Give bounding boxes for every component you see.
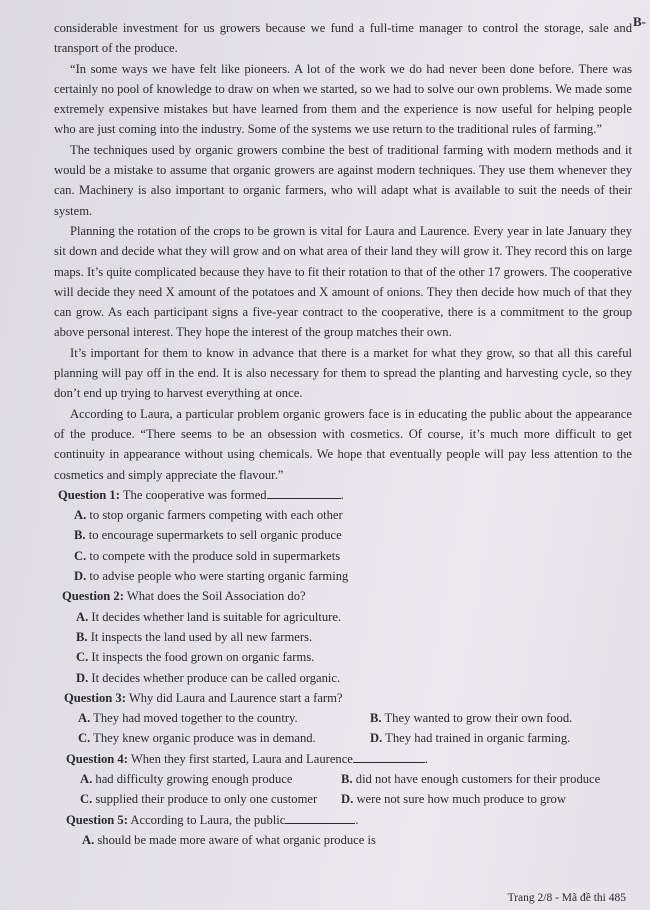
paragraph: According to Laura, a particular problem organic growers face is in educating the public about the appearance of the produce. “There seems to be an obsession with cosmetics. Of course, it’s much more difficult to get continuity in appearance without using chemicals. We hope that eventually people will pay less attention to the cosmetics and simply appreciate the flavour.”: [54, 406, 632, 482]
answer-blank: [285, 811, 355, 824]
paragraph: “In some ways we have felt like pioneers. A lot of the work we do had never been done before. There was certainly no pool of knowledge to draw on when we started, so we had to solve our own problems. We made some extremely expensive mistakes but have learned from them and the experience is now useful for helping people who are just coming into the industry. Some of the systems we use return to the traditional rules of farming.”: [54, 61, 632, 137]
question-3: [64, 688, 632, 708]
question-2: [62, 586, 632, 606]
options-row: [80, 769, 632, 789]
question-stem: Why did Laura and Laurence start a farm?: [128, 690, 343, 705]
question-stem: The cooperative was formed: [122, 487, 267, 502]
corner-mark: B-: [633, 14, 646, 29]
option-c: C. supplied their produce to only one customer: [80, 792, 318, 807]
question-label: Question 2:: [62, 589, 124, 604]
option-c: C. It inspects the food grown on organic farms.: [76, 650, 315, 665]
reading-passage: [54, 18, 632, 850]
option-d: D. They had trained in organic farming.: [370, 731, 571, 746]
question-label: Question 5:: [66, 812, 128, 827]
option-d: D. to advise people who were starting organic farming: [74, 569, 349, 584]
option-d: D. It decides whether produce can be called organic.: [76, 670, 341, 685]
option-b: B. to encourage supermarkets to sell organic produce: [74, 528, 342, 543]
question-stem: What does the Soil Association do?: [126, 589, 306, 604]
options-row: [80, 789, 632, 809]
option-a: A. had difficulty growing enough produce: [80, 771, 293, 786]
option-a: A. They had moved together to the country.: [78, 711, 298, 726]
answer-blank: [353, 750, 425, 763]
paragraph: considerable investment for us growers because we fund a full-time manager to control the storage, sale and transport of the produce.: [54, 21, 632, 56]
question-label: Question 1:: [58, 487, 120, 502]
option-b: B. They wanted to grow their own food.: [370, 711, 573, 726]
option-c: C. They knew organic produce was in demand.: [78, 731, 316, 746]
options-row: [78, 728, 632, 748]
question-stem: When they first started, Laura and Laurence: [130, 751, 353, 766]
question-1: Question 1: The cooperative was formed .: [58, 487, 344, 502]
option-b: B. It inspects the land used by all new farmers.: [76, 629, 313, 644]
options-row: [78, 708, 632, 728]
option-a: A. to stop organic farmers competing with each other: [74, 508, 343, 523]
paragraph: Planning the rotation of the crops to be grown is vital for Laura and Laurence. Every year in late January they sit down and decide what they will grow and on what area of their land they will grow it. They record this on large maps. It’s quite complicated because they have to fit their rotation to that of the other 17 growers. The cooperative will decide they need X amount of the potatoes and X amount of onions. They then decide how much of that they can grow. As each participant signs a five-year contract to the cooperative, there is a commitment to the group above personal interest. They hope the interest of the group matches their own.: [54, 223, 632, 340]
paragraph: The techniques used by organic growers combine the best of traditional farming with modern methods and it would be a mistake to assume that organic growers are against modern techniques. They use them whenever they can. Machinery is also important to organic farmers, who will adapt what is available to suit the needs of their system.: [54, 142, 632, 218]
option-c: C. to compete with the produce sold in supermarkets: [74, 548, 341, 563]
question-stem: According to Laura, the public: [130, 812, 286, 827]
question-label: Question 3:: [64, 690, 126, 705]
page-footer: Trang 2/8 - Mã đề thi 485: [507, 892, 626, 904]
paragraph: It’s important for them to know in advance that there is a market for what they grow, so that all this careful planning will pay off in the end. It is also necessary for them to spread the planting and harvesting cycle, so they don’t end up trying to harvest everything at once.: [54, 345, 632, 401]
question-4: Question 4: When they first started, Laura and Laurence .: [66, 751, 429, 766]
question-5: Question 5: According to Laura, the public .: [66, 812, 359, 827]
answer-blank: [267, 486, 341, 499]
option-b: B. did not have enough customers for their produce: [341, 771, 601, 786]
option-a: A. It decides whether land is suitable for agriculture.: [76, 609, 342, 624]
option-d: D. were not sure how much produce to grow: [341, 792, 566, 807]
option-a: A. should be made more aware of what organic produce is: [82, 832, 376, 847]
question-label: Question 4:: [66, 751, 128, 766]
